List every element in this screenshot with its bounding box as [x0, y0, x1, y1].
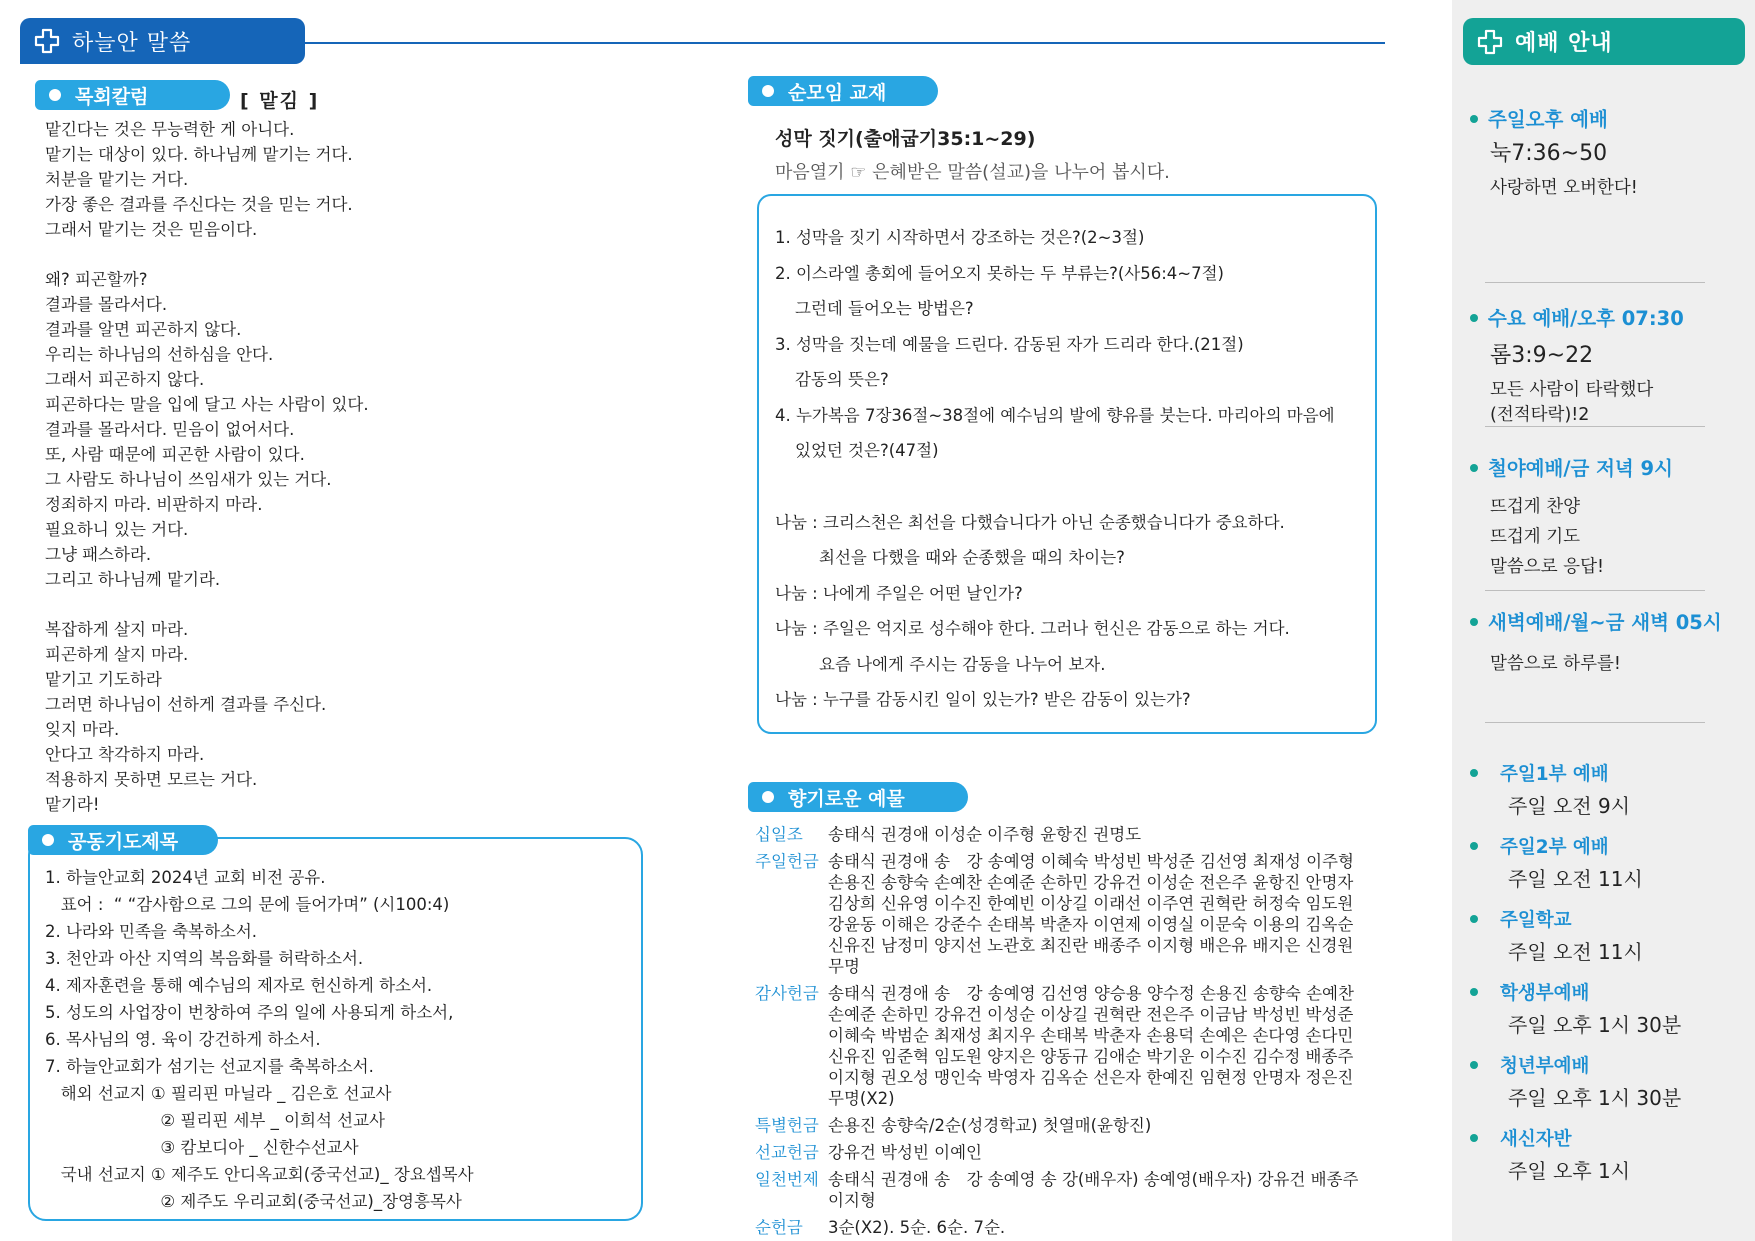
column-line: 피곤하게 살지 마라. [45, 645, 189, 664]
column-line: 맡기고 기도하라 [45, 670, 162, 689]
column-line: 결과를 몰라서다. 믿음이 없어서다. [45, 420, 295, 439]
study-question: 4. 누가복음 7장36절~38절에 예수님의 발에 향유를 붓는다. 마리아의 마음에 [775, 405, 1335, 425]
dawn-head: 새벽예배/월~금 새벽 05시 [1470, 607, 1722, 635]
service-time: 주일 오후 1시 [1508, 1159, 1631, 1183]
offering-names: 송태식 권경애 이성순 이주형 윤항진 권명도 [828, 825, 1142, 844]
column-line: 복잡하게 살지 마라. [45, 620, 189, 639]
column-subtitle: [ 맡김 ] [240, 90, 320, 112]
prayer-item: 6. 목사님의 영. 육이 강건하게 하소서. [45, 1030, 321, 1049]
bullet-icon [1470, 842, 1478, 850]
cross-icon [34, 28, 60, 54]
header-divider [300, 42, 1385, 44]
sidebar-tab [1463, 18, 1745, 65]
service-time: 주일 오후 1시 30분 [1508, 1086, 1682, 1110]
wed-text1: 모든 사람이 타락했다 [1490, 380, 1654, 400]
study-label: 순모임 교재 [748, 76, 938, 106]
sidebar-title: 예배 안내 [1515, 31, 1613, 56]
service-name: 주일1부 예배 [1470, 760, 1609, 786]
wed-text2: (전적타락)!2 [1490, 405, 1590, 425]
prayer-item: 7. 하늘안교회가 섬기는 선교지를 축복하소서. [45, 1057, 374, 1076]
offering-list [755, 824, 1385, 1241]
offering-row [755, 1169, 1385, 1211]
service-name: 새신자반 [1470, 1125, 1571, 1151]
study-question: 나눔 : 주일은 억지로 성수해야 한다. 그러나 헌신은 감동으로 하는 거다. [775, 619, 1290, 638]
service-name: 주일2부 예배 [1470, 833, 1609, 859]
bullet-icon [762, 85, 774, 97]
column-line: 정죄하지 마라. 비판하지 마라. [45, 495, 263, 514]
offering-names: 손용진 송향숙/2순(성경학교) 첫열매(윤항진) [828, 1116, 1152, 1135]
offering-row [755, 1115, 1385, 1136]
prayer-item: 2. 나라와 민족을 축복하소서. [45, 922, 258, 941]
bullet-icon [42, 834, 54, 846]
offering-type: 감사헌금 [755, 984, 819, 1003]
prayer-item: 국내 선교지 ① 제주도 안디옥교회(중국선교)_ 장요셉목사 [45, 1165, 474, 1184]
column-line: 그냥 패스하라. [45, 545, 152, 564]
prayer-item: 3. 천안과 아산 지역의 복음화를 허락하소서. [45, 949, 364, 968]
fri-t2: 뜨겁게 기도 [1490, 527, 1581, 547]
offering-names: 3순(X2). 5순. 6순. 7순. [828, 1218, 1006, 1237]
service-name: 학생부예배 [1470, 979, 1589, 1005]
bullet-icon [1470, 1134, 1478, 1142]
study-question: 나눔 : 나에게 주일은 어떤 날인가? [775, 583, 1023, 603]
cross-icon [1477, 29, 1503, 55]
offering-type: 십일조 [755, 825, 803, 844]
sunday-pm-text: 사랑하면 오버한다! [1490, 178, 1638, 198]
fri-t1: 뜨겁게 찬양 [1490, 497, 1581, 517]
prayer-item: 5. 성도의 사업장이 번창하여 주의 일에 사용되게 하소서, [45, 1003, 454, 1022]
offering-row [755, 851, 1385, 977]
dawn-text: 말씀으로 하루를! [1490, 654, 1621, 674]
header-tab [20, 18, 305, 64]
offering-row [755, 983, 1385, 1109]
prayer-item: 해외 선교지 ① 필리핀 마닐라 _ 김은호 선교사 [45, 1084, 392, 1103]
service-time: 주일 오전 11시 [1508, 940, 1643, 964]
column-label: 목회칼럼 [35, 80, 230, 110]
bullet-icon [1470, 1061, 1478, 1069]
offering-names: 송태식 권경애 송 강 송예영 김선영 양승용 양수정 손용진 송향숙 손예찬 손예준 손하민 강유건 이성순 이상길 권혁란 전은주 이금남 박성빈 박성준 이혜숙 박범순 최재성 최지우 손태복 박춘자 손용덕 손예은 손다영 손다민 신유진 임준혁 임도원 양지은 양동규 김애순 박기운 이수진 김수정 배종주 이지형 권오성 맹인숙 박영자 김옥순 선은자 한예진 임현정 안명자 정은진 무명(X2) [828, 984, 1354, 1108]
study-question: 감동의 뜻은? [795, 370, 889, 389]
column-line [45, 242, 385, 267]
service-time: 주일 오전 11시 [1508, 867, 1643, 891]
wed-head: 수요 예배/오후 07:30 [1470, 303, 1684, 331]
offering-type: 특별헌금 [755, 1116, 819, 1135]
bullet-icon [49, 89, 61, 101]
study-title: 성막 짓기(출애굽기35:1~29) [775, 128, 1036, 150]
column-line: 그 사람도 하나님이 쓰임새가 있는 거다. [45, 470, 332, 489]
study-question: 나눔 : 누구를 감동시킨 일이 있는가? 받은 감동이 있는가? [775, 690, 1191, 709]
column-line: 맡기라! [45, 795, 100, 814]
column-line: 그래서 맡기는 것은 믿음이다. [45, 220, 258, 239]
offering-type: 선교헌금 [755, 1143, 819, 1162]
fri-head: 철야예배/금 저녁 9시 [1470, 453, 1673, 481]
column-line: 필요하니 있는 거다. [45, 520, 189, 539]
divider [1485, 722, 1705, 723]
divider [1485, 282, 1705, 283]
column-line: 잊지 마라. [45, 720, 120, 739]
divider [1485, 590, 1705, 591]
prayer-item: ② 제주도 우리교회(중국선교)_장영흥목사 [45, 1192, 462, 1211]
prayer-item: ② 필리핀 세부 _ 이희석 선교사 [45, 1111, 385, 1130]
divider [1485, 426, 1705, 427]
study-intro: 마음열기 ☞ 은혜받은 말씀(설교)을 나누어 봅시다. [775, 162, 1170, 183]
column-line: 그래서 피곤하지 않다. [45, 370, 205, 389]
column-line: 왜? 피곤할까? [45, 270, 148, 289]
column-line: 맡긴다는 것은 무능력한 게 아니다. [45, 120, 295, 139]
bullet-icon [1470, 988, 1478, 996]
column-line: 처분을 맡기는 거다. [45, 170, 189, 189]
service-time: 주일 오후 1시 30분 [1508, 1013, 1682, 1037]
prayer-item: ③ 캄보디아 _ 신한수선교사 [45, 1138, 359, 1157]
fri-t3: 말씀으로 응답! [1490, 557, 1605, 577]
wed-ref: 롬3:9~22 [1490, 343, 1594, 368]
prayer-item: 4. 제자훈련을 통해 예수님의 제자로 헌신하게 하소서. [45, 976, 433, 995]
offering-row [755, 1142, 1385, 1163]
offering-names: 송태식 권경애 송 강 송예영 이혜숙 박성빈 박성준 김선영 최재성 이주형 손용진 송향숙 손예찬 손예준 손하민 강유건 이성순 전은주 윤항진 안명자 김상희 신유영 이수진 한예빈 이상길 이래선 이주연 권혁란 허정숙 임도원 강윤동 이해은 강준수 손태복 박춘자 이연제 이영실 이문숙 이용의 김옥순 신유진 남정미 양지선 노관호 최진란 배종주 이지형 배은유 배지은 신경원 무명 [828, 852, 1354, 976]
offering-row [755, 1217, 1385, 1238]
study-question: 1. 성막을 짓기 시작하면서 강조하는 것은?(2~3절) [775, 228, 1145, 247]
bullet-icon [762, 791, 774, 803]
offering-type: 순헌금 [755, 1218, 803, 1237]
offering-type: 주일헌금 [755, 852, 819, 871]
column-line: 안다고 착각하지 마라. [45, 745, 205, 764]
study-question: 2. 이스라엘 총회에 들어오지 못하는 두 부류는?(사56:4~7절) [775, 263, 1224, 283]
study-question: 요즘 나에게 주시는 감동을 나누어 보자. [819, 654, 1106, 674]
offering-names: 송태식 권경애 송 강 송예영 송 강(배우자) 송예영(배우자) 강유건 배종주 이지형 [828, 1170, 1359, 1210]
column-line: 또, 사람 때문에 피곤한 사람이 있다. [45, 445, 305, 464]
column-line: 그러면 하나님이 선하게 결과를 주신다. [45, 695, 327, 714]
column-line [45, 592, 385, 617]
study-question [775, 475, 1370, 511]
column-body [45, 117, 385, 817]
study-question: 3. 성막을 짓는데 예물을 드린다. 감동된 자가 드리라 한다.(21절) [775, 334, 1244, 354]
prayer-list [45, 864, 635, 1215]
column-line: 결과를 알면 피곤하지 않다. [45, 320, 242, 339]
prayer-item: 1. 하늘안교회 2024년 교회 비전 공유. [45, 868, 326, 887]
study-question: 최선을 다했을 때와 순종했을 때의 차이는? [819, 548, 1125, 567]
column-line: 우리는 하나님의 선하심을 안다. [45, 345, 274, 364]
column-line: 그리고 하나님께 맡기라. [45, 570, 221, 589]
offering-names: 강유건 박성빈 이예인 [828, 1143, 982, 1162]
column-line: 가장 좋은 결과를 주신다는 것을 믿는 거다. [45, 195, 353, 214]
service-name: 청년부예배 [1470, 1052, 1589, 1078]
study-question: 나눔 : 크리스천은 최선을 다했습니다가 아닌 순종했습니다가 중요하다. [775, 512, 1285, 532]
offering-type: 일천번제 [755, 1170, 819, 1189]
service-name: 주일학교 [1470, 906, 1571, 932]
prayer-label: 공동기도제목 [28, 825, 218, 855]
header-title: 하늘안 말씀 [72, 30, 192, 56]
offering-row [755, 824, 1385, 845]
column-line: 적용하지 못하면 모르는 거다. [45, 770, 258, 789]
study-question: 그런데 들어오는 방법은? [795, 299, 974, 318]
sunday-pm-head: 주일오후 예배 [1470, 104, 1608, 132]
study-questions [775, 226, 1370, 724]
column-line: 맡기는 대상이 있다. 하나님께 맡기는 거다. [45, 145, 353, 164]
study-question: 있었던 것은?(47절) [795, 441, 939, 460]
service-time: 주일 오전 9시 [1508, 794, 1631, 818]
offering-label: 향기로운 예물 [748, 782, 968, 812]
bullet-icon [1470, 769, 1478, 777]
column-line: 결과를 몰라서다. [45, 295, 168, 314]
sunday-pm-ref: 눅7:36~50 [1490, 141, 1608, 166]
column-line: 피곤하다는 말을 입에 달고 사는 사람이 있다. [45, 395, 369, 414]
prayer-item: 표어 : “ “감사함으로 그의 문에 들어가며” (시100:4) [45, 895, 450, 914]
bullet-icon [1470, 915, 1478, 923]
